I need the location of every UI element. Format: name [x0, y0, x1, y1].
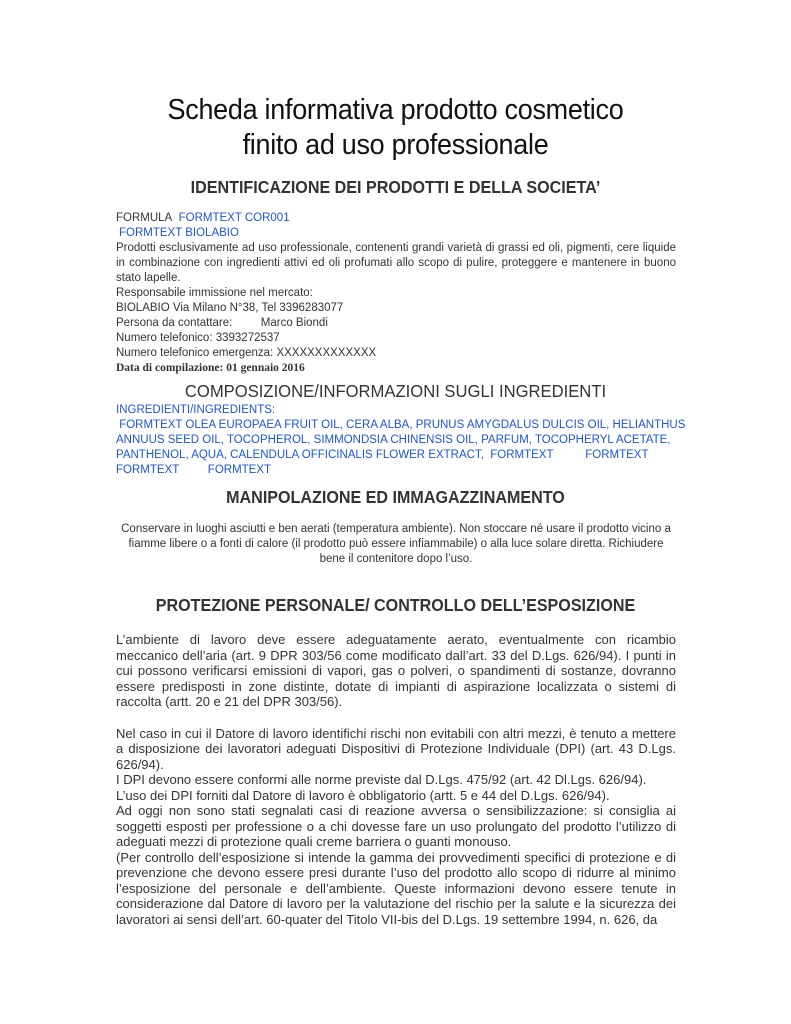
section-heading-protezione: PROTEZIONE PERSONALE/ CONTROLLO DELL’ESPOSIZIONE	[155, 595, 636, 615]
contact-name: Marco Biondi	[260, 317, 328, 329]
section-heading-composizione: COMPOSIZIONE/INFORMAZIONI SUGLI INGREDIENTI	[184, 381, 607, 401]
company-info: BIOLABIO Via Milano N°38, Tel 3396283077	[116, 302, 344, 314]
section-heading-identificazione: IDENTIFICAZIONE DEI PRODOTTI E DELLA SOCIETA’	[190, 177, 601, 197]
section-heading-manipolazione: MANIPOLAZIONE ED IMMAGAZZINAMENTO	[226, 487, 565, 507]
responsabile-label: Responsabile immissione nel mercato:	[116, 287, 313, 299]
ingredients-line-3: PANTHENOL, AQUA, CALENDULA OFFICINALIS FLOWER EXTRACT, FORMTEXT FORMTEXT	[116, 449, 649, 461]
document-title-line1: Scheda informativa prodotto cosmetico	[167, 94, 624, 126]
protection-body	[116, 632, 676, 927]
compilation-date: Data di compilazione: 01 gennaio 2016	[116, 362, 305, 374]
paragraph-dpi-norms: I DPI devono essere conformi alle norme previste dal D.Lgs. 475/92 (art. 42 Dl.Lgs. 626/94).	[116, 772, 647, 787]
formula-code: FORMTEXT COR001	[178, 212, 290, 224]
paragraph-reactions: Ad oggi non sono stati segnalati casi di reazione avversa o sensibilizzazione: si consiglia ai soggetti esposti per professione o a chi dovesse fare un uso prolungato del prodotto l’utilizzo di adeguati mezzi di protezione quali creme barriera o guanti monouso.	[116, 803, 676, 849]
contact-label: Persona da contattare:	[116, 317, 233, 329]
storage-instructions: Conservare in luoghi asciutti e ben aerati (temperatura ambiente). Non stoccare né usare il prodotto vicino a fiamme libere o a fonti di calore (il prodotto può essere infiammabile) o alla luce solare diretta. Richiudere bene il contenitore dopo l’uso.	[121, 523, 671, 565]
product-description: Prodotti esclusivamente ad uso professionale, contenenti grandi varietà di grassi ed oli, pigmenti, cere liquide in combinazione con ingredienti attivi ed oli profumati allo scopo di pulire, proteggere e mantenere in buono stato lapelle.	[116, 242, 676, 284]
paragraph-employer: Nel caso in cui il Datore di lavoro identifichi rischi non evitabili con altri mezzi, è tenuto a mettere a disposizione dei lavoratori adeguati Dispositivi di Protezione Individuale (DPI) (art. 43 D.Lgs. 626/94).	[116, 725, 676, 772]
identification-block	[116, 211, 676, 376]
paragraph-dpi-mandatory: L’uso dei DPI forniti dal Datore di lavoro è obbligatorio (artt. 5 e 44 del D.Lgs. 626/94).	[116, 787, 610, 803]
emergency-number: Numero telefonico emergenza: XXXXXXXXXXXXX	[116, 347, 377, 359]
formula-label: FORMULA	[116, 212, 173, 224]
ingredients-label: INGREDIENTI/INGREDIENTS:	[116, 404, 276, 416]
phone-number: Numero telefonico: 3393272537	[116, 332, 280, 344]
paragraph-exposure-control: (Per controllo dell’esposizione si intende la gamma dei provvedimenti specifici di protezione e di prevenzione che devono essere presi durante l’uso del prodotto allo scopo di ridurre al minimo l’esposizione del personale e dell’ambiente. Queste informazioni devono essere tenute in considerazione dal Datore di lavoro per la valutazione del rischio per la salute e la sicurezza dei lavoratori ai sensi dell’art. 60-quater del Titolo VII-bis del D.Lgs. 19 settembre 1994, n. 626, da	[116, 849, 676, 927]
contact-line	[116, 316, 676, 331]
ingredients-block	[116, 403, 686, 478]
formula-line	[116, 211, 676, 226]
ingredients-line-4: FORMTEXT FORMTEXT	[116, 464, 272, 476]
formula-brand: FORMTEXT BIOLABIO	[119, 227, 239, 239]
paragraph-workplace: L’ambiente di lavoro deve essere adeguatamente aerato, eventualmente con ricambio meccanico dell’aria (art. 9 DPR 303/56 come modificato dall’art. 33 del D.Lgs. 626/94). I punti in cui possono verificarsi emissioni di vapori, gas o polveri, o spandimenti di sostanze, dovranno essere predisposti in zone distinte, dotate di impianti di aspirazione localizzata o sistemi di raccolta (artt. 20 e 21 del DPR 303/56).	[116, 632, 676, 709]
document-title-line2: finito ad uso professionale	[242, 129, 549, 161]
ingredients-line-2: ANNUUS SEED OIL, TOCOPHEROL, SIMMONDSIA CHINENSIS OIL, PARFUM, TOCOPHERYL ACETATE,	[116, 434, 671, 446]
ingredients-line-1: FORMTEXT OLEA EUROPAEA FRUIT OIL, CERA ALBA, PRUNUS AMYGDALUS DULCIS OIL, HELIANTHUS	[116, 419, 686, 431]
